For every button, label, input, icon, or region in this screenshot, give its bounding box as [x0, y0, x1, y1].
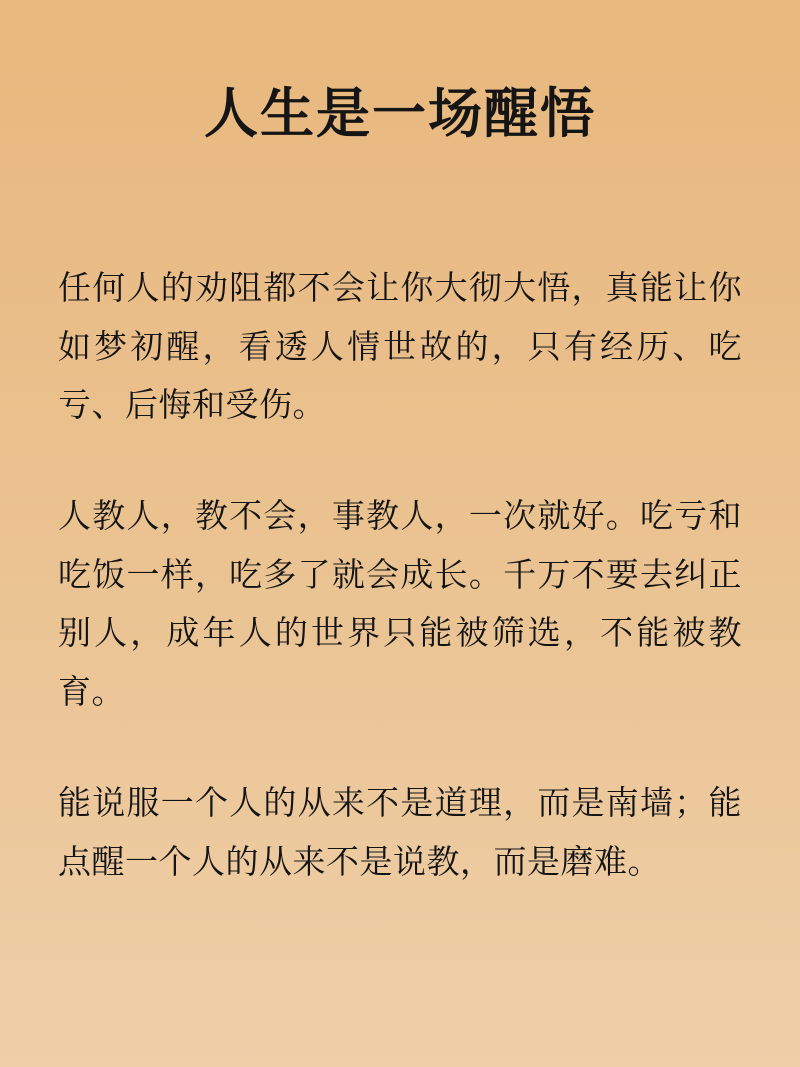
paragraph-1: 任何人的劝阻都不会让你大彻大悟，真能让你如梦初醒，看透人情世故的，只有经历、吃亏、后悔和受伤。 — [58, 268, 742, 424]
paragraph-2: 人教人，教不会，事教人，一次就好。吃亏和吃饭一样，吃多了就会成长。千万不要去纠正别人，成年人的世界只能被筛选，不能被教育。 — [58, 497, 742, 711]
paragraph-3: 能说服一个人的从来不是道理，而是南墙；能点醒一个人的从来不是说教，而是磨难。 — [58, 783, 742, 880]
page-title: 人生是一场醒悟 — [204, 84, 596, 144]
poster-body — [58, 259, 742, 892]
